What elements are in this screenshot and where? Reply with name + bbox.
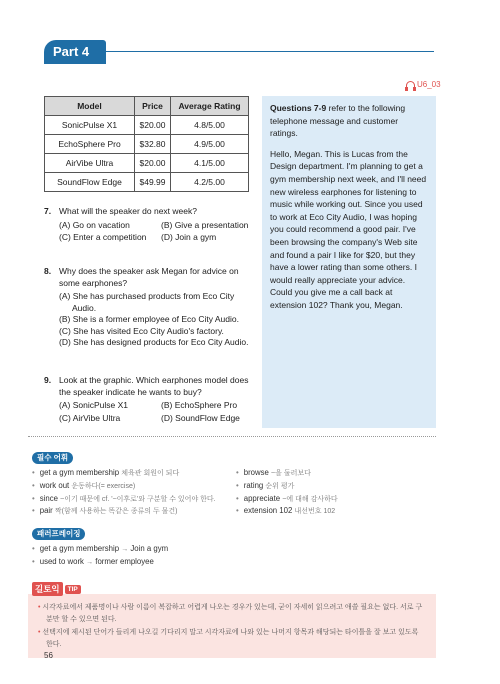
vocab-ko: 운동하다(= exercise) (71, 482, 136, 490)
part-title: Part 4 (44, 40, 106, 64)
tip-tag: TIP (65, 585, 81, 594)
vocab-en: get a gym membership (39, 468, 120, 477)
question-number: 8. (44, 266, 52, 276)
message-body: Hello, Megan. This is Lucas from the Design department. I'm planning to get a gym membership next week, and I'll need new wireless earphones for listening to music while working out. Since you used to work at Eco City Audio, I was hoping you could recommend a good pair. I've been browsing the company's Web site and found a pair I like for $20, but they have a lower rating than some others. I would really appreciate your advice. Could you give me a call back at extension 102? Thank you, Megan. (270, 148, 427, 310)
question-7 (44, 206, 256, 244)
question-stem: What will the speaker do next week? (59, 206, 197, 216)
vocab-item: • get a gym membership 체육관 회원이 되다 (32, 468, 180, 477)
track-label: U6_03 (417, 80, 441, 89)
vocab-ko: ~을 둘러보다 (271, 470, 311, 477)
vocab-ko: 내선번호 102 (294, 508, 336, 516)
vocab-en: since (39, 493, 58, 503)
cell-price: $20.00 (135, 116, 171, 135)
header-rule (106, 51, 434, 52)
paraphrase-badge: 패러프레이징 (32, 528, 85, 540)
cell-price: $49.99 (135, 173, 171, 192)
ratings-table (44, 96, 249, 192)
cell-price: $20.00 (135, 154, 171, 173)
question-stem: Why does the speaker ask Megan for advice on some earphones? (59, 266, 239, 288)
col-header-model: Model (45, 97, 135, 116)
vocab-ko: ~에 대해 감사하다 (282, 495, 338, 503)
answer-options (59, 291, 256, 349)
headphones-icon (406, 81, 415, 89)
vocab-left-list (32, 467, 216, 518)
tip-item: • 선택지에 제시된 단어가 들리게 나오길 기다리지 말고 시각자료에 나와 있는 나머지 항목과 해당되는 타이틀을 잘 보고 있도록 한다. (38, 629, 419, 648)
question-8 (44, 266, 256, 349)
audio-track[interactable] (406, 80, 441, 89)
message-heading-bold: Questions 7-9 (270, 103, 327, 113)
cell-model: SoundFlow Edge (45, 173, 135, 192)
paraphrase-item: • get a gym membership → Join a gym (32, 544, 169, 553)
vocab-item: • since ~이기 때문에 cf. '~이후로'와 구분할 수 있어야 한다. (32, 493, 216, 503)
paraphrase-list (32, 543, 168, 569)
vocab-ko: 짝(함께 사용하는 똑같은 종류의 두 물건) (54, 508, 178, 516)
cell-model: AirVibe Ultra (45, 154, 135, 173)
paraphrase-item: • used to work → former employee (32, 556, 154, 566)
message-heading-rest: refer to the following telephone message and customer ratings. (270, 103, 406, 139)
question-stem: Look at the graphic. Which earphones model does the speaker indicate he wants to buy? (59, 375, 249, 397)
question-9 (44, 375, 256, 424)
vocab-item: • pair 짝(함께 사용하는 똑같은 종류의 두 물건) (32, 506, 178, 516)
tip-box (28, 594, 436, 658)
vocab-ko: 체육관 회원이 되다 (121, 470, 180, 477)
vocab-item: • appreciate ~에 대해 감사하다 (236, 493, 338, 503)
option-d[interactable]: (D) Join a gym (161, 232, 217, 242)
vocab-en: appreciate (243, 493, 281, 503)
question-number: 7. (44, 206, 52, 216)
option-a[interactable]: (A) Go on vacation (59, 219, 130, 230)
vocab-en: extension 102 (243, 506, 293, 516)
cell-model: SonicPulse X1 (45, 116, 135, 135)
vocab-en: pair (39, 506, 53, 516)
option-c[interactable]: (C) AirVibe Ultra (59, 412, 121, 423)
option-d[interactable]: (D) She has designed products for Eco City Audio. (59, 337, 249, 347)
vocab-en: rating (243, 480, 264, 490)
answer-options (59, 400, 256, 424)
tip-label (32, 582, 81, 596)
part-header (44, 40, 434, 64)
table-row (45, 154, 249, 173)
section-divider (28, 436, 436, 437)
option-c[interactable]: (C) Enter a competition (59, 232, 147, 242)
col-header-price: Price (135, 97, 171, 116)
answer-options (59, 220, 256, 244)
option-b[interactable]: (B) EchoSphere Pro (161, 400, 238, 410)
tip-item: • 시각자료에서 제품명이나 사람 이름이 복잡하고 어렵게 나오는 경우가 있는데, 굳이 자세히 읽으려고 애쓸 필요는 없다. 서로 구분만 할 수 있으면 된다. (38, 604, 423, 623)
table-row (45, 116, 249, 135)
vocab-badge: 필수 어휘 (32, 452, 73, 464)
vocab-ko: ~이기 때문에 cf. '~이후로'와 구분할 수 있어야 한다. (60, 495, 216, 503)
vocab-item: • browse ~을 둘러보다 (236, 468, 311, 477)
option-c[interactable]: (C) She has visited Eco City Audio's factory. (59, 325, 224, 336)
vocab-item: • rating 순위 평가 (236, 480, 295, 490)
option-a[interactable]: (A) She has purchased products from Eco City Audio. (59, 291, 235, 313)
col-header-rating: Average Rating (171, 97, 249, 116)
tip-name: 길토익 (32, 582, 63, 596)
cell-model: EchoSphere Pro (45, 135, 135, 154)
cell-rating: 4.1/5.00 (171, 154, 249, 173)
cell-rating: 4.9/5.00 (171, 135, 249, 154)
cell-rating: 4.2/5.00 (171, 173, 249, 192)
page-number: 56 (44, 651, 53, 660)
option-a[interactable]: (A) SonicPulse X1 (59, 400, 128, 410)
vocab-en: browse (243, 468, 269, 477)
message-heading (270, 102, 428, 140)
table-row (45, 135, 249, 154)
cell-price: $32.80 (135, 135, 171, 154)
table-header-row (45, 97, 249, 116)
vocab-en: work out (39, 480, 70, 490)
vocab-ko: 순위 평가 (265, 482, 295, 490)
question-number: 9. (44, 375, 52, 385)
message-box (262, 96, 436, 428)
vocab-right-list (236, 467, 338, 518)
option-d[interactable]: (D) SoundFlow Edge (161, 412, 240, 423)
table-row (45, 173, 249, 192)
cell-rating: 4.8/5.00 (171, 116, 249, 135)
vocab-item: • extension 102 내선번호 102 (236, 506, 336, 516)
option-b[interactable]: (B) She is a former employee of Eco City Audio. (59, 314, 239, 324)
option-b[interactable]: (B) Give a presentation (161, 219, 249, 230)
vocab-item: • work out 운동하다(= exercise) (32, 480, 136, 490)
